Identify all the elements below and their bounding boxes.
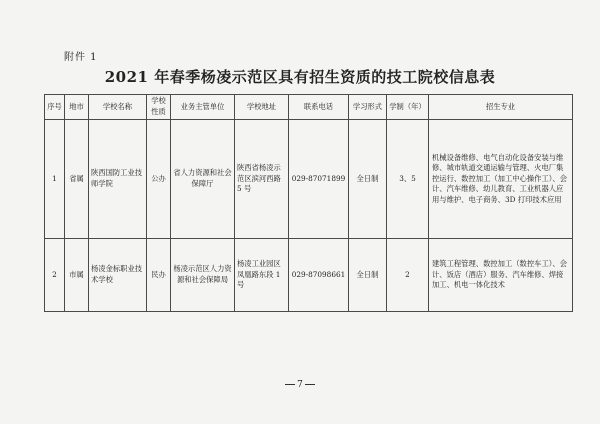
cell-phone: 029-87071899 — [289, 120, 349, 239]
cell-index: 2 — [45, 239, 65, 312]
header-majors: 招生专业 — [429, 95, 573, 120]
cell-nature: 民办 — [147, 239, 171, 312]
page-title: 2021 年春季杨凌示范区具有招生资质的技工院校信息表 — [104, 68, 496, 86]
cell-city: 省属 — [65, 120, 89, 239]
cell-mode: 全日制 — [349, 120, 387, 239]
header-years: 学制（年） — [387, 95, 429, 120]
cell-years: 2 — [387, 239, 429, 312]
cell-address: 陕西省杨凌示范区滨河西路 5 号 — [235, 120, 289, 239]
header-address: 学校地址 — [235, 95, 289, 120]
school-info-table — [44, 94, 573, 312]
cell-phone: 029-87098661 — [289, 239, 349, 312]
page-dash-left — [285, 384, 295, 385]
cell-school: 陕西国防工业技师学院 — [89, 120, 147, 239]
page-dash-right — [305, 384, 315, 385]
cell-index: 1 — [45, 120, 65, 239]
table-header-row — [45, 95, 573, 120]
cell-majors: 建筑工程管理、数控加工（数控车工）、会计、饭店（酒店）服务、汽车维修、焊接加工、机电一体化技术 — [429, 239, 573, 312]
cell-majors: 机械设备维修、电气自动化设备安装与维修、城市轨道交通运输与管理、火电厂集控运行、数控加工（加工中心操作工）、会计、汽车维修、幼儿教育、工业机器人应用与维护、电子商务、3D 打印技术应用 — [429, 120, 573, 239]
header-authority: 业务主管单位 — [171, 95, 235, 120]
cell-authority: 省人力资源和社会保障厅 — [171, 120, 235, 239]
cell-authority: 杨凌示范区人力资源和社会保障局 — [171, 239, 235, 312]
cell-school: 杨凌金标职业技术学校 — [89, 239, 147, 312]
cell-years: 3、5 — [387, 120, 429, 239]
cell-city: 市属 — [65, 239, 89, 312]
table-row — [45, 120, 573, 239]
table-row — [45, 239, 573, 312]
cell-nature: 公办 — [147, 120, 171, 239]
header-city: 地市 — [65, 95, 89, 120]
cell-mode: 全日制 — [349, 239, 387, 312]
header-phone: 联系电话 — [289, 95, 349, 120]
attachment-label: 附件 1 — [64, 52, 98, 63]
page-number — [0, 380, 600, 390]
header-school: 学校名称 — [89, 95, 147, 120]
header-nature: 学校性质 — [147, 95, 171, 120]
header-index: 序号 — [45, 95, 65, 120]
page-number-value: 7 — [297, 380, 303, 390]
header-mode: 学习形式 — [349, 95, 387, 120]
cell-address: 杨凌工业园区凤凰路东段 1 号 — [235, 239, 289, 312]
